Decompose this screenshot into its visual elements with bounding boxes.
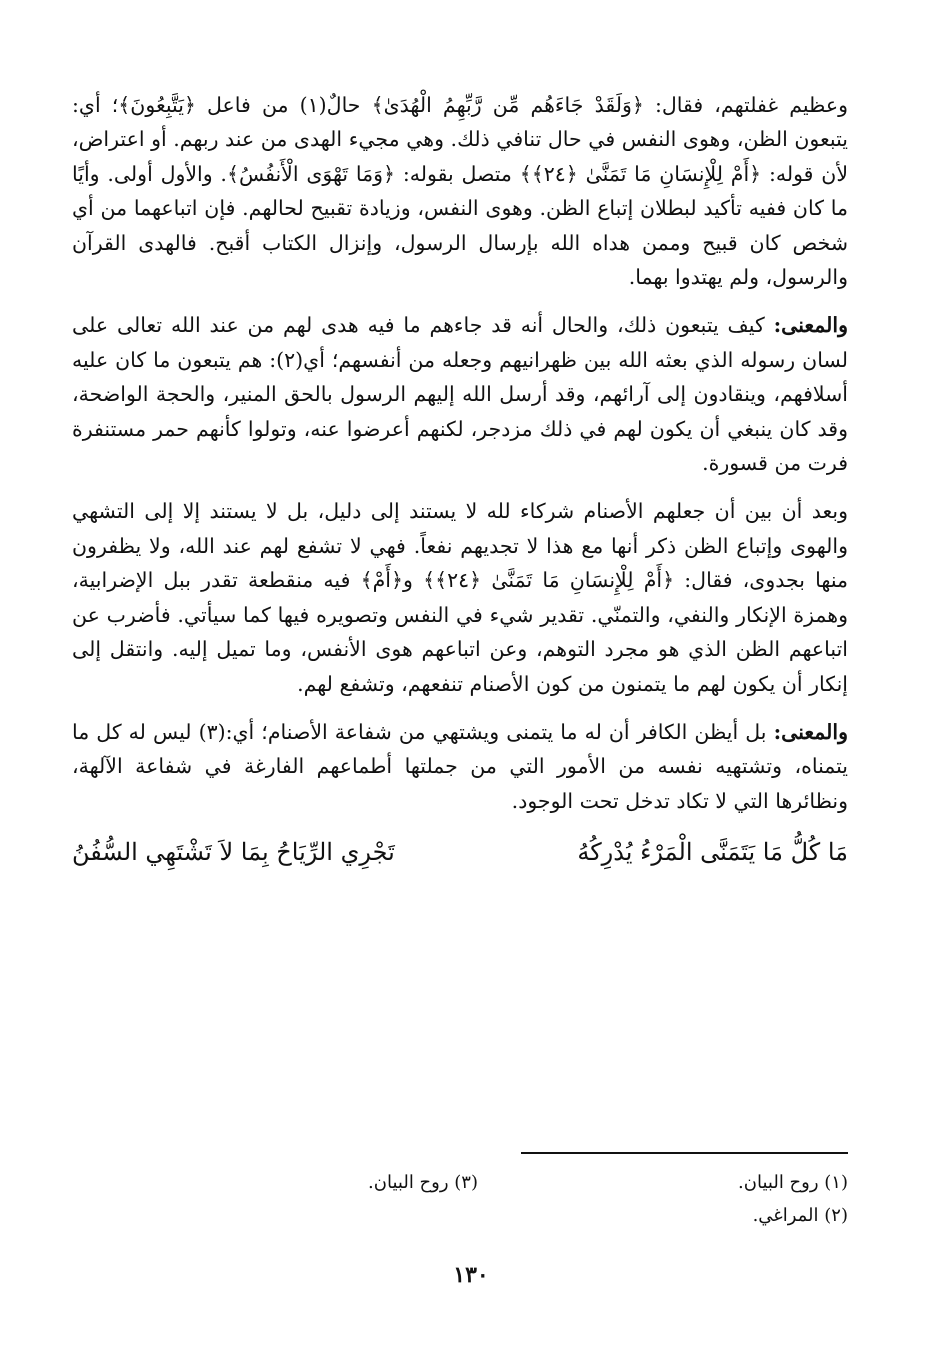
footnote-3: (٣) روح البيان. — [368, 1172, 478, 1193]
footnote-1: (١) روح البيان. — [738, 1172, 848, 1193]
poetry-verse — [72, 832, 848, 872]
paragraph-text: وبعد أن بين أن جعلهم الأصنام شركاء لله لا يستند إلى دليل، بل لا يستند إلا إلى التشهي والهوى وإتباع الظن ذكر أنها مع هذا لا تجديهم نفعاً. فهي لا تشفع لهم عند الله، ولا يظفرون منها بجدوى، فقال: ﴿أَمْ لِلْإِنسَانِ مَا تَمَنَّىٰ ﴿٢٤﴾﴾ و﴿أَمْ﴾ فيه منقطعة تقدر ببل الإضرابية، وهمزة الإنكار والنفي، والتمنّي. تقدير شيء في النفس وتصويره فيها كما سيأتي. فأضرب عن اتباعهم الظن الذي هو مجرد التوهم، وعن اتباعهم هوى الأنفس، وما تميل إليه. وانتقل إلى إنكار أن يكون لهم ما يتمنون من كون الأصنام تنفعهم، وتشفع لهم. — [72, 499, 848, 696]
paragraph-lead: والمعنى: — [773, 719, 848, 744]
paragraph-lead: والمعنى: — [773, 313, 848, 338]
verse-first-hemistich: مَا كُلُّ مَا يَتَمَنَّى الْمَرْءُ يُدْرِكُهُ — [577, 838, 848, 867]
paragraph-4 — [72, 715, 848, 818]
footnote-row — [240, 1199, 848, 1232]
paragraph-1 — [72, 88, 848, 294]
page-body — [72, 88, 848, 872]
footnote-2: (٢) المراغي. — [752, 1205, 848, 1226]
footnotes — [240, 1166, 848, 1232]
page-number: ١٣٠ — [453, 1262, 489, 1288]
paragraph-text: كيف يتبعون ذلك، والحال أنه قد جاءهم ما فيه هدى لهم من عند الله تعالى على لسان رسوله الذي بعثه الله بين ظهرانيهم وجعله من أنفسهم؛ أي(٢): هم يتبعون ما كان عليه أسلافهم، وينقادون إلى آرائهم، وقد أرسل الله إليهم الرسول بالحق المنير، والحجة الواضحة، وقد كان ينبغي أن يكون لهم في ذلك مزدجر، لكنهم أعرضوا عنه، وتولوا كأنهم حمر مستنفرة فرت من قسورة. — [72, 313, 848, 476]
paragraph-2 — [72, 308, 848, 480]
footnote-row — [240, 1166, 848, 1199]
paragraph-text: بل أيظن الكافر أن له ما يتمنى ويشتهي من شفاعة الأصنام؛ أي:(٣) ليس له كل ما يتمناه، وتشتهيه نفسه من الأمور التي من جملتها أطماعهم الفارغة في شفاعة الآلهة، ونظائرها التي لا تكاد تدخل تحت الوجود. — [72, 719, 848, 813]
verse-second-hemistich: تَجْرِي الرِّيَاحُ بِمَا لاَ تَشْتَهِي السُّفُنُ — [72, 838, 395, 867]
paragraph-3 — [72, 494, 848, 700]
footnote-separator — [521, 1152, 848, 1154]
paragraph-text: وعظيم غفلتهم، فقال: ﴿وَلَقَدْ جَاءَهُم مِّن رَّبِّهِمُ الْهُدَىٰ﴾ حالٌ(١) من فاعل ﴿يَتَّبِعُونَ﴾؛ أي: يتبعون الظن، وهوى النفس في حال تنافي ذلك. وهي مجيء الهدى من عند ربهم. أو اعتراض، لأن قوله: ﴿أَمْ لِلْإِنسَانِ مَا تَمَنَّىٰ ﴿٢٤﴾﴾ متصل بقوله: ﴿وَمَا تَهْوَى الْأَنفُسُ﴾. والأول أولى. وأيًا ما كان ففيه تأكيد لبطلان إتباع الظن. وهوى النفس، وزيادة تقبيح لحالهم. فإن اتباعهما من أي شخص كان قبيح وممن هداه الله بإرسال الرسول، وإنزال الكتاب أقبح. فالهدى القرآن والرسول، ولم يهتدوا بهما. — [72, 93, 849, 290]
